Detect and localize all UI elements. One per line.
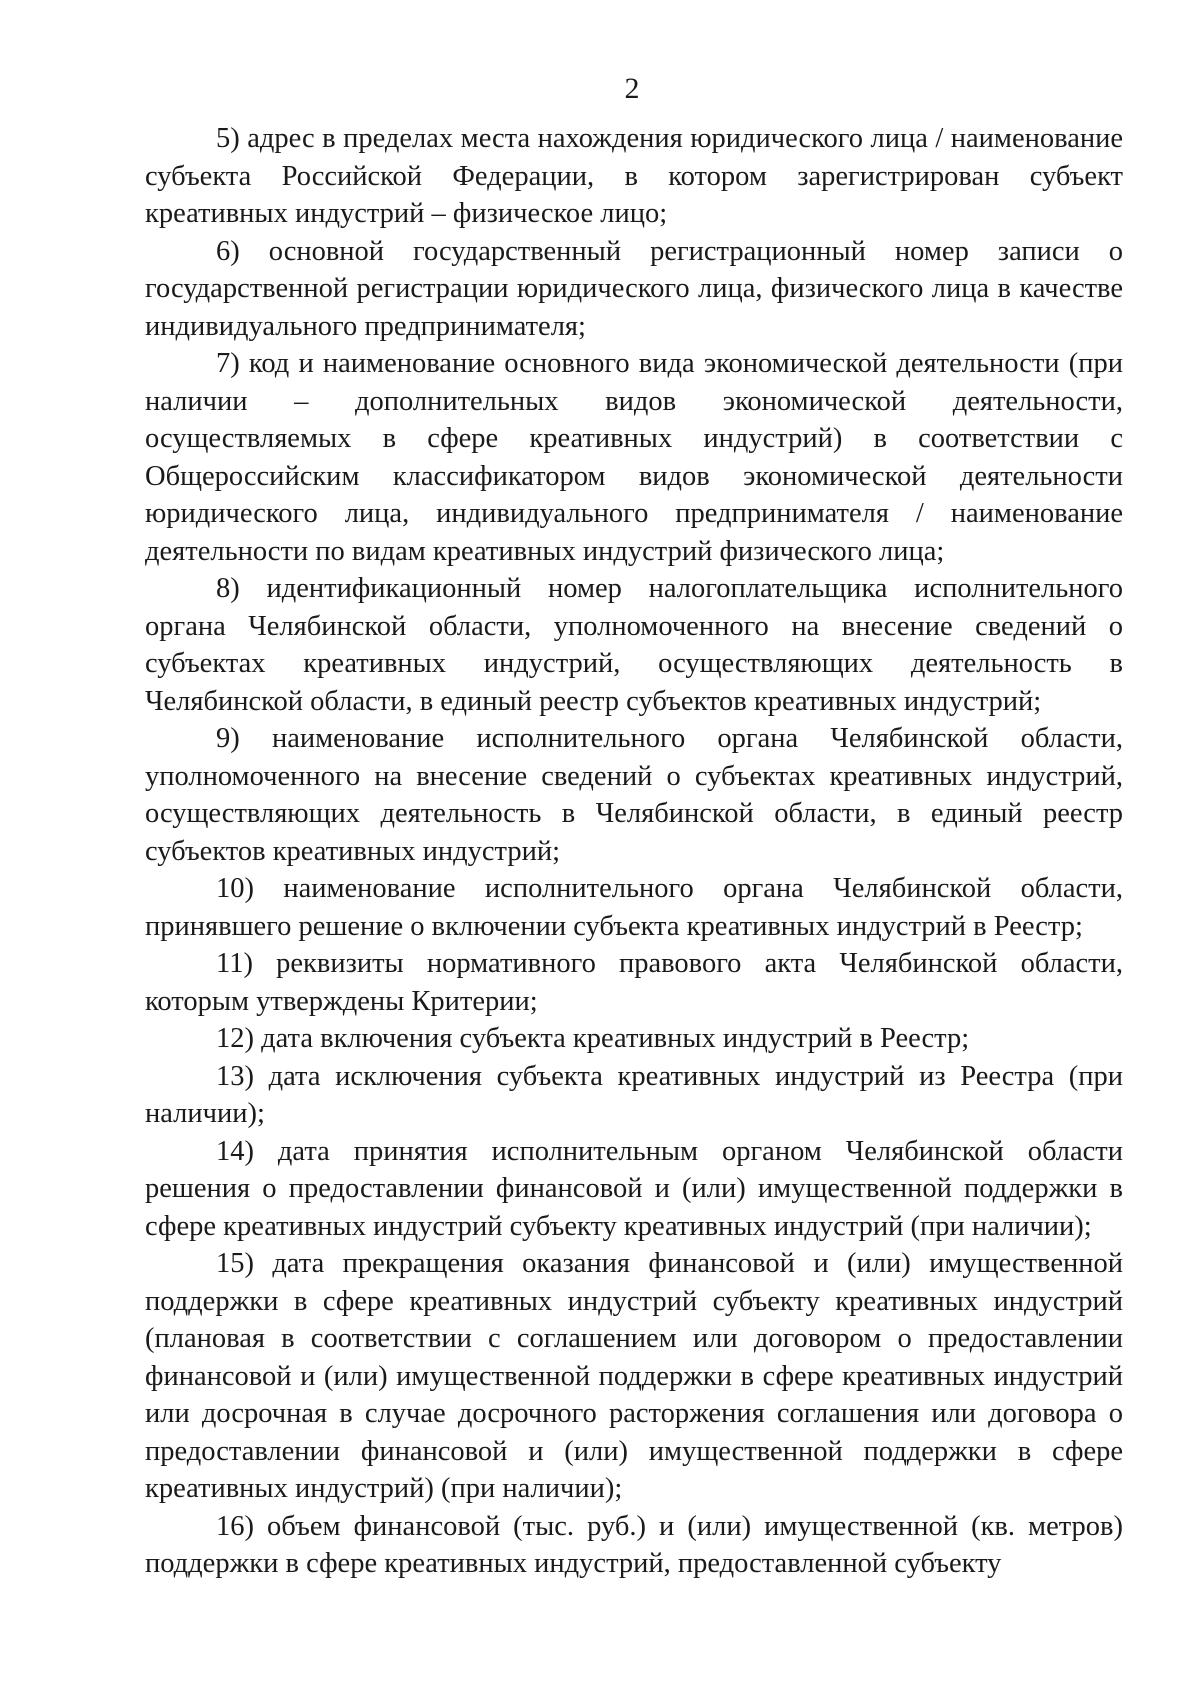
list-item-6: 6) основной государственный регистрационный номер записи о государственной регистрации юридического лица, физического лица в качестве индивидуального предпринимателя;: [145, 235, 1123, 342]
list-item-13: 13) дата исключения субъекта креативных индустрий из Реестра (при наличии);: [145, 1060, 1123, 1129]
list-item-8: 8) идентификационный номер налогоплательщика исполнительного органа Челябинской области, уполномоченного на внесение сведений о субъектах креативных индустрий, осуществляющих деятельность в Челябинской области, в единый реестр субъектов креативных индустрий;: [145, 573, 1123, 717]
list-item-10: 10) наименование исполнительного органа Челябинской области, принявшего решение о включении субъекта креативных индустрий в Реестр;: [145, 873, 1123, 942]
list-item-11: 11) реквизиты нормативного правового акта Челябинской области, которым утверждены Критерии;: [145, 948, 1123, 1017]
document-body: [145, 120, 1123, 1583]
list-item-5: 5) адрес в пределах места нахождения юридического лица / наименование субъекта Российской Федерации, в котором зарегистрирован субъект креативных индустрий – физическое лицо;: [145, 123, 1123, 229]
list-item-16: 16) объем финансовой (тыс. руб.) и (или) имущественной (кв. метров) поддержки в сфере креативных индустрий, предоставленной субъекту: [145, 1510, 1123, 1579]
list-item-14: 14) дата принятия исполнительным органом Челябинской области решения о предоставлении финансовой и (или) имущественной поддержки в сфере креативных индустрий субъекту креативных индустрий (при наличии);: [145, 1135, 1123, 1242]
list-item-7: 7) код и наименование основного вида экономической деятельности (при наличии – дополнительных видов экономической деятельности, осуществляемых в сфере креативных индустрий) в соответствии с Общероссийским классификатором видов экономической деятельности юридического лица, индивидуального предпринимателя / наименование деятельности по видам креативных индустрий физического лица;: [145, 348, 1123, 567]
list-item-15: 15) дата прекращения оказания финансовой и (или) имущественной поддержки в сфере креативных индустрий субъекту креативных индустрий (плановая в соответствии с соглашением или договором о предоставлении финансовой и (или) имущественной поддержки в сфере креативных индустрий или досрочная в случае досрочного расторжения соглашения или договора о предоставлении финансовой и (или) имущественной поддержки в сфере креативных индустрий) (при наличии);: [145, 1248, 1123, 1504]
list-item-12: 12) дата включения субъекта креативных индустрий в Реестр;: [216, 1023, 970, 1054]
list-item-9: 9) наименование исполнительного органа Челябинской области, уполномоченного на внесение сведений о субъектах креативных индустрий, осуществляющих деятельность в Челябинской области, в единый реестр субъектов креативных индустрий;: [145, 723, 1123, 867]
page-number: 2: [624, 72, 640, 105]
